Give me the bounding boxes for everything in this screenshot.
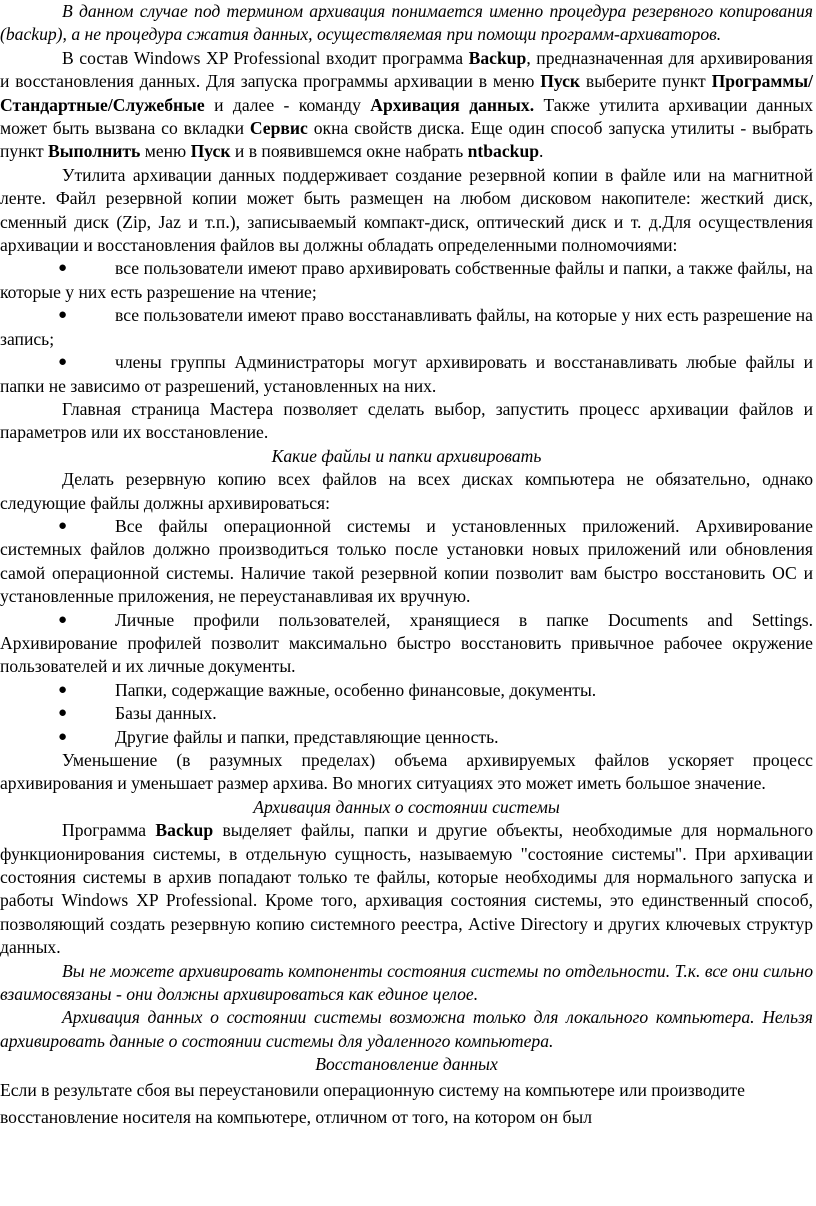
bullet-icon: ●	[58, 307, 68, 324]
bold-term: Backup	[155, 820, 214, 841]
list-item	[0, 515, 813, 609]
section-heading: Восстановление данных	[315, 1054, 498, 1075]
text-run: и в появившемся окне набрать	[230, 141, 468, 162]
text-run: Программа	[62, 820, 156, 841]
section-heading: Какие файлы и папки архивировать	[271, 445, 542, 466]
list-item-text: члены группы Администраторы могут архивировать и восстанавливать любые файлы и папки не зависимо от разрешений, установленных на них.	[0, 352, 813, 396]
bold-term: ntbackup	[467, 141, 540, 162]
list-item	[0, 702, 813, 725]
list-item	[0, 351, 813, 398]
bold-term: Пуск	[190, 141, 231, 162]
list-item-text: все пользователи имеют право восстанавливать файлы, на которые у них есть разрешение на запись;	[0, 305, 813, 349]
list-item	[0, 609, 813, 679]
list-item	[0, 304, 813, 351]
bold-term: Программы/Стандартные/Служебные	[0, 71, 813, 115]
backup-program-paragraph	[0, 47, 813, 164]
note-paragraph: Вы не можете архивировать компоненты состояния системы по отдельности. Т.к. все они сильно взаимосвязаны - они должны архивироваться как единое целое.	[0, 960, 813, 1005]
bullet-icon: ●	[58, 681, 68, 698]
text-run: и далее - команду	[204, 94, 371, 115]
list-item	[0, 679, 813, 702]
intro-paragraph: В данном случае под термином архивация понимается именно процедура резервного копирования (backup), а не процедура сжатия данных, осуществляемая при помощи программ-архиваторов.	[0, 1, 813, 45]
system-state-paragraph	[0, 819, 813, 959]
text-run: окна свойств диска. Еще один способ запуска утилиты - выбрать пункт	[0, 118, 814, 162]
list-item-text: Все файлы операционной системы и установленных приложений. Архивирование системных файлов должно производиться только после установки новых приложений или обновления самой операционной системы. Наличие такой резервной копии позволит вам быстро восстановить ОС и установленные приложения, не переустанавливая их вручную.	[0, 515, 813, 607]
bullet-icon: ●	[58, 705, 68, 722]
text-run: выберите пункт	[580, 71, 712, 92]
bullet-icon: ●	[58, 728, 68, 745]
bullet-icon: ●	[58, 260, 68, 277]
bold-term: Архивация данных.	[370, 94, 535, 115]
note-paragraph: Архивация данных о состоянии системы возможна только для локального компьютера. Нельзя архивировать данные о состоянии системы для удаленного компьютера.	[0, 1007, 813, 1051]
list-item-text: Личные профили пользователей, хранящиеся в папке Documents and Settings. Архивирование профилей позволит максимально быстро восстановить привычное рабочее окружение пользователей и их личные документы.	[0, 609, 813, 677]
bullet-icon: ●	[58, 354, 68, 371]
list-item-text: Другие файлы и папки, представляющие ценность.	[115, 726, 499, 747]
text-run: выделяет файлы, папки и другие объекты, необходимые для нормального функционирования системы, в отдельную сущность, называемую "состояние системы". При архивации состояния системы в архив попадают только те файлы, которые необходимы для нормального запуска и работы Windows XP Professional. Кроме того, архивация состояния системы, это единственный способ, позволяющий создать резервную копию системного реестра, Active Directory и других ключевых структур данных.	[0, 820, 813, 958]
text-run: , предназначенная для архивирования и восстановления данных. Для запуска программы архивации в меню	[0, 47, 814, 92]
wizard-paragraph: Главная страница Мастера позволяет сделать выбор, запустить процесс архивации файлов и параметров или их восстановление.	[0, 398, 813, 443]
bold-term: Сервис	[249, 118, 308, 139]
text-run: Также утилита архивации данных может быть вызвана со вкладки	[0, 94, 813, 139]
section-heading: Архивация данных о состоянии системы	[253, 796, 560, 817]
list-item	[0, 257, 813, 304]
utility-paragraph: Утилита архивации данных поддерживает создание резервной копии в файле или на магнитной ленте. Файл резервной копии может быть размещен на любом дисковом накопителе: жесткий диск, сменный диск (Zip, Jaz и т.п.), записываемый компакт-диск, оптический диск и т. д.Для осуществления архивации и восстановления файлов вы должны обладать определенными полномочиями:	[0, 164, 813, 256]
files-paragraph: Делать резервную копию всех файлов на всех дисках компьютера не обязательно, однако следующие файлы должны архивироваться:	[0, 469, 813, 513]
list-item-text: Папки, содержащие важные, особенно финансовые, документы.	[115, 679, 597, 700]
text-run: В состав Windows XP Professional входит программа	[62, 47, 469, 68]
list-item-text: Базы данных.	[115, 703, 217, 724]
bold-term: Backup	[468, 47, 527, 68]
reduction-paragraph: Уменьшение (в разумных пределах) объема архивируемых файлов ускоряет процесс архивирования и уменьшает размер архива. Во многих ситуациях это может иметь большое значение.	[0, 750, 813, 794]
bullet-icon: ●	[58, 517, 68, 534]
text-run: .	[539, 141, 544, 162]
bold-term: Выполнить	[48, 141, 141, 162]
list-item	[0, 726, 813, 749]
list-item-text: все пользователи имеют право архивировать собственные файлы и папки, а также файлы, на которые у них есть разрешение на чтение;	[0, 258, 813, 302]
text-run: меню	[140, 141, 191, 162]
bold-term: Пуск	[540, 71, 581, 92]
restore-paragraph: Если в результате сбоя вы переустановили операционную систему на компьютере или производите восстановление носителя на компьютере, отличном от того, на котором он был	[0, 1079, 745, 1127]
bullet-icon: ●	[58, 611, 68, 628]
